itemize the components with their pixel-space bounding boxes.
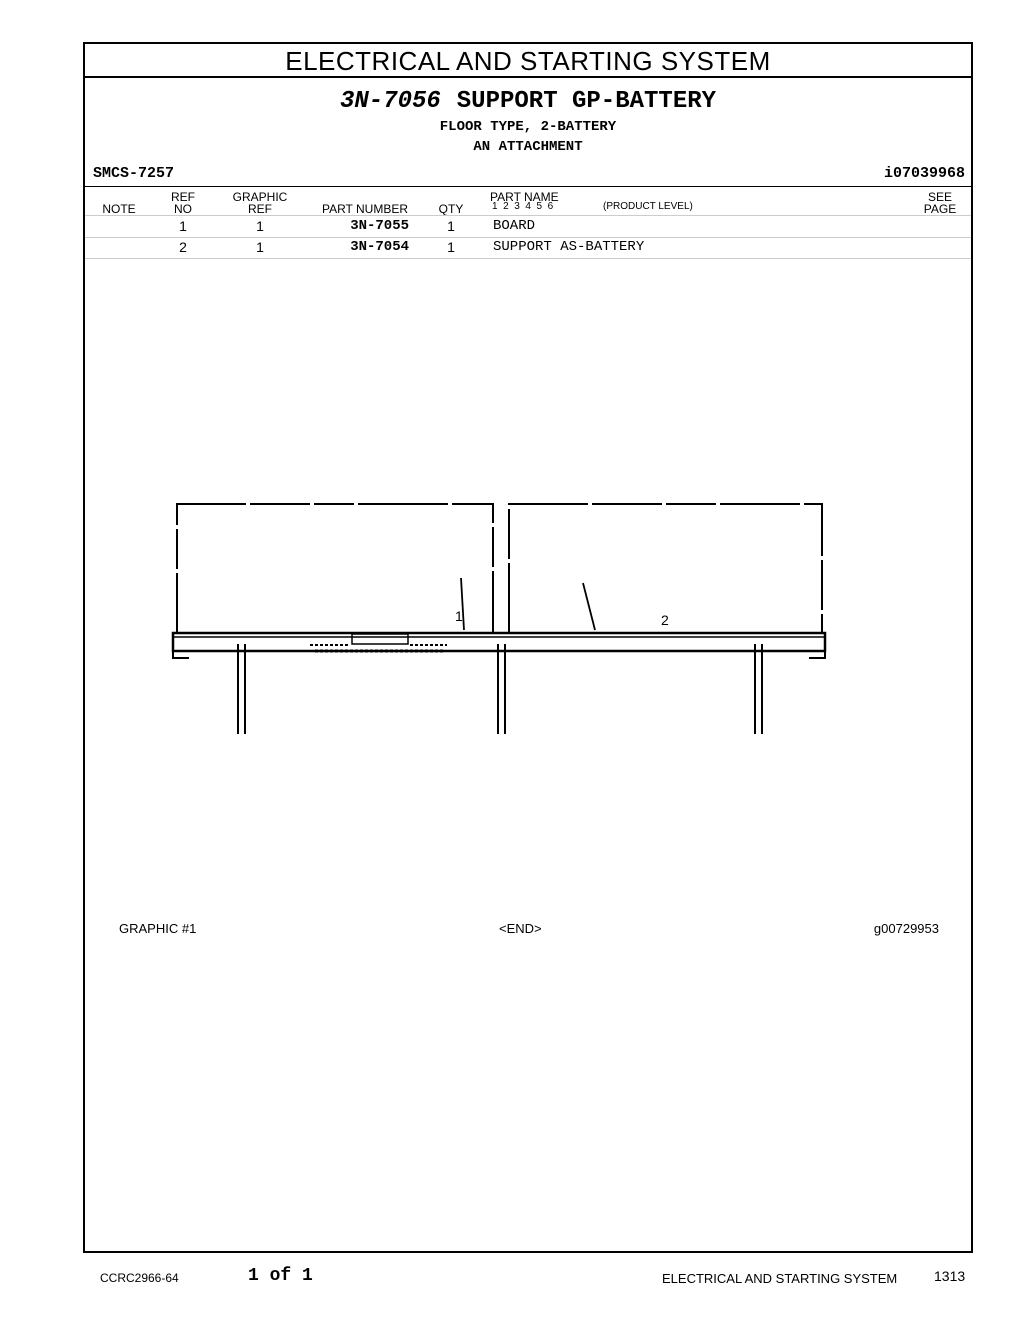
col-graphic-line1: GRAPHIC [232,190,288,204]
row2-part-name: SUPPORT AS-BATTERY [493,239,645,255]
leg-left [215,644,269,734]
row1-graphic-ref: 1 [256,218,264,234]
footer-doc-id: CCRC2966-64 [100,1271,179,1285]
row2-ref-no: 2 [179,239,187,255]
graphic-end-marker: <END> [499,921,542,936]
callout-2: 2 [661,612,669,628]
col-ref-line1: REF [171,190,195,204]
battery-support-diagram [165,494,835,734]
part-subtitle-1: FLOOR TYPE, 2-BATTERY [439,119,617,135]
col-part-number: PART NUMBER [321,202,408,216]
row-divider [85,258,971,259]
callout-1: 1 [455,608,463,624]
col-qty: QTY [438,202,464,216]
page-frame [83,42,973,1253]
part-subtitle-2: AN ATTACHMENT [473,139,583,155]
part-name-title: SUPPORT GP-BATTERY [456,88,717,115]
battery-outline-left [177,504,493,633]
row2-graphic-ref: 1 [256,239,264,255]
col-product-level: (PRODUCT LEVEL) [603,201,693,212]
col-part-name: PART NAME [490,190,559,204]
col-ref-line2: NO [174,202,192,216]
row2-part-number: 3N-7054 [350,239,409,255]
board-part [352,634,408,644]
leg-right [732,644,786,734]
row1-qty: 1 [447,218,455,234]
footer-page-of: 1 of 1 [248,1266,313,1286]
header-divider [85,186,971,187]
row-divider [85,215,971,216]
part-title [85,88,971,116]
section-title: ELECTRICAL AND STARTING SYSTEM [85,44,971,78]
footer-page-number: 1313 [934,1268,966,1284]
col-graphic-line2: REF [248,202,272,216]
col-levels: 1 2 3 4 5 6 [492,201,554,212]
graphic-id: g00729953 [873,921,939,936]
info-reference: i07039968 [883,165,965,182]
leader-line-2 [583,583,595,630]
smcs-code: SMCS-7257 [93,165,175,182]
row2-qty: 1 [447,239,455,255]
row-divider [85,237,971,238]
leg-center [475,644,529,734]
part-number-title: 3N-7056 [339,88,441,115]
col-note: NOTE [102,202,136,216]
row1-part-name: BOARD [493,218,536,234]
footer-section: ELECTRICAL AND STARTING SYSTEM [662,1271,898,1286]
graphic-label: GRAPHIC #1 [119,921,197,936]
row1-ref-no: 1 [179,218,187,234]
col-see-line1: SEE [927,190,952,204]
col-see-line2: PAGE [923,202,957,216]
row1-part-number: 3N-7055 [350,218,409,234]
